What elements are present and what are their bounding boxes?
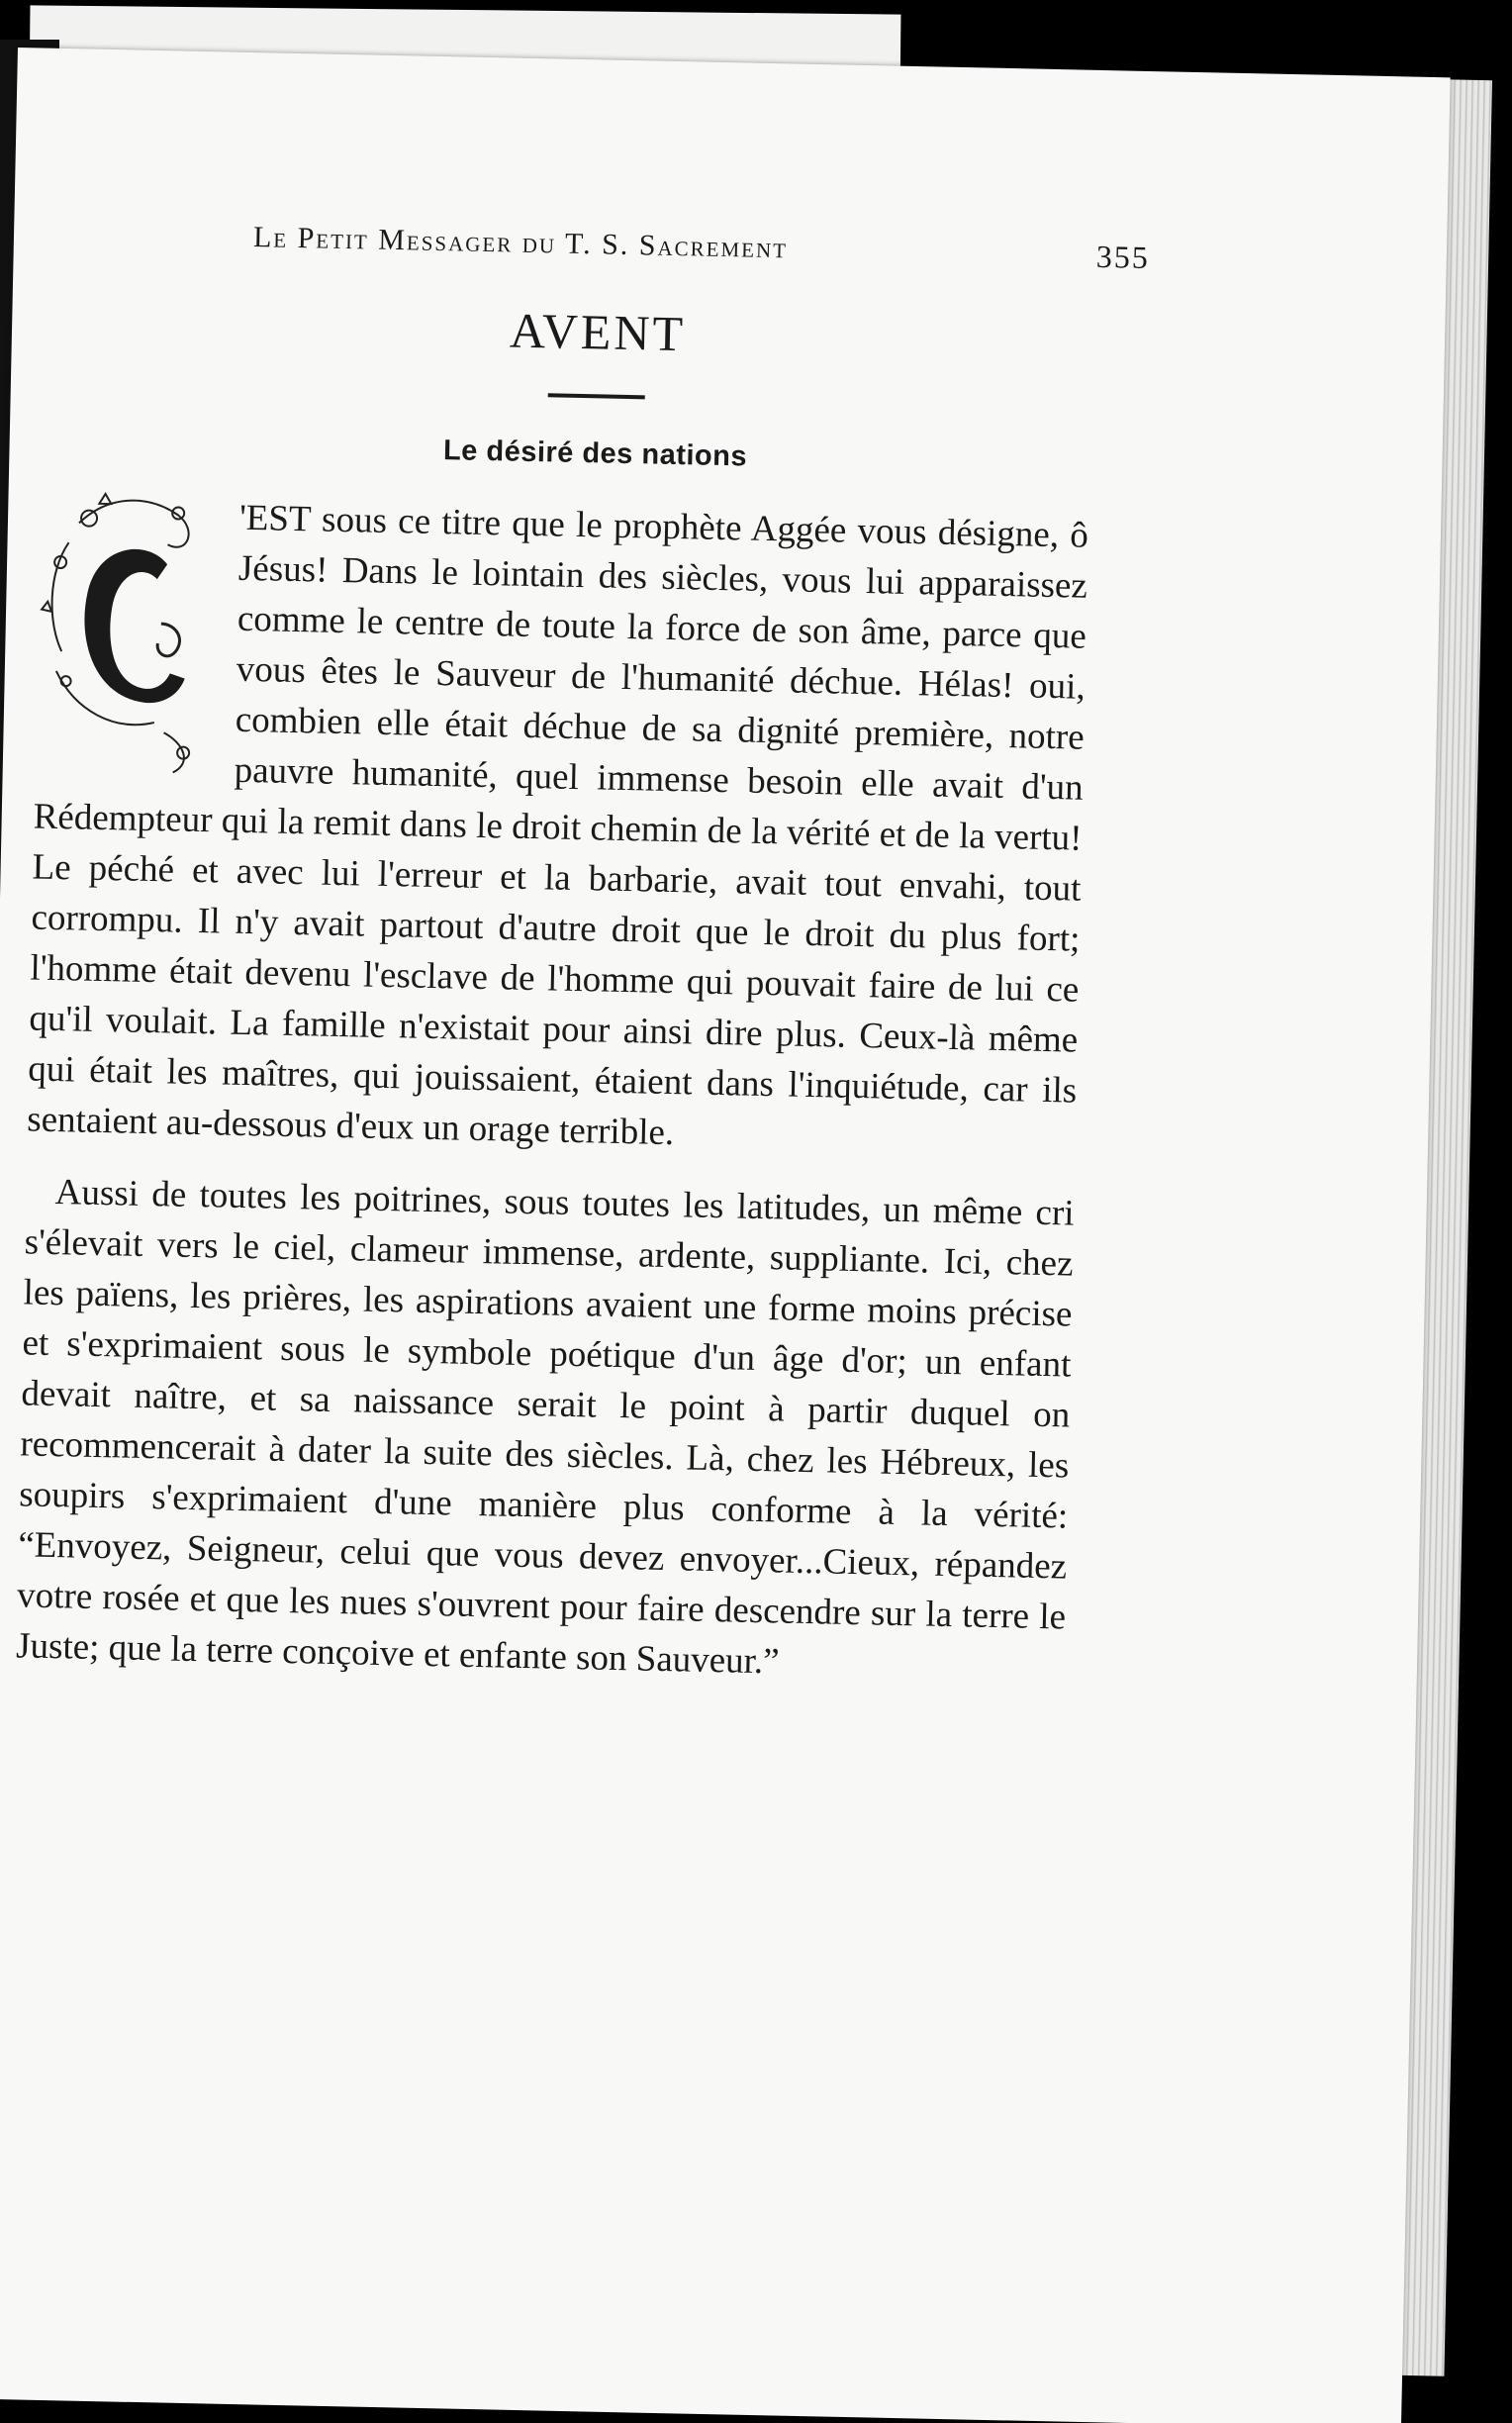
running-head: [45, 217, 1151, 298]
section-title: AVENT: [509, 302, 687, 362]
paragraph-2: Aussi de toutes les poitrines, sous toutes les latitudes, un même cri s'élevait vers le ciel, clameur immense, ardente, suppliante. Ici, chez les païens, les prières, les aspirations avaient une forme moins précise et s'exprimaient sous le symbole poétique d'un âge d'or; un enfant devait naître, et sa naissance serait le point à partir duquel on recommencerait à dater la suite des siècles. Là, chez les Hébreux, les soupirs s'exprimaient d'une manière plus conforme à la vérité: “Envoyez, Seigneur, celui que vous devez envoyer...Cieux, répandez votre rosée et que les nues s'ouvrent pour faire descendre sur la terre le Juste; que la terre conçoive et enfante son Sauveur.”: [15, 1172, 1075, 1683]
ornamental-initial-icon: [35, 483, 219, 784]
section-subtitle: Le désiré des nations: [442, 435, 748, 473]
paragraph-1-text: 'EST sous ce titre que le prophète Aggée vous désigne, ô Jésus! Dans le lointain des siècles, vous lui apparaissez comme le centre de toute la force de son âme, parce que vous êtes le Sauveur de l'humanité déchue. Hélas! oui, combien elle était déchue de sa dignité première, notre pauvre humanité, quel immense besoin elle avait d'un Rédempteur qui la remit dans le droit chemin de la vérité et de la vertu! Le péché et avec lui l'erreur et la barbarie, avait tout envahi, tout corrompu. Il n'y avait partout d'autre droit que le droit du plus fort; l'homme était devenu l'esclave de l'homme qui pouvait faire de lui ce qu'il voulait. La famille n'existait pour ainsi dire plus. Ceux-là même qui était les maîtres, qui jouissaient, étaient dans l'inquiétude, car ils sentaient au-dessous d'eux un orage terrible.: [26, 497, 1089, 1154]
book-page: [0, 48, 1451, 2423]
page-content: [15, 217, 1151, 1715]
title-rule: [548, 393, 645, 399]
body-text: [16, 489, 1089, 1694]
paragraph-1: [27, 489, 1089, 1167]
page-number: 355: [1095, 238, 1151, 275]
running-head-title: Le Petit Messager du T. S. Sacrement: [252, 221, 789, 265]
